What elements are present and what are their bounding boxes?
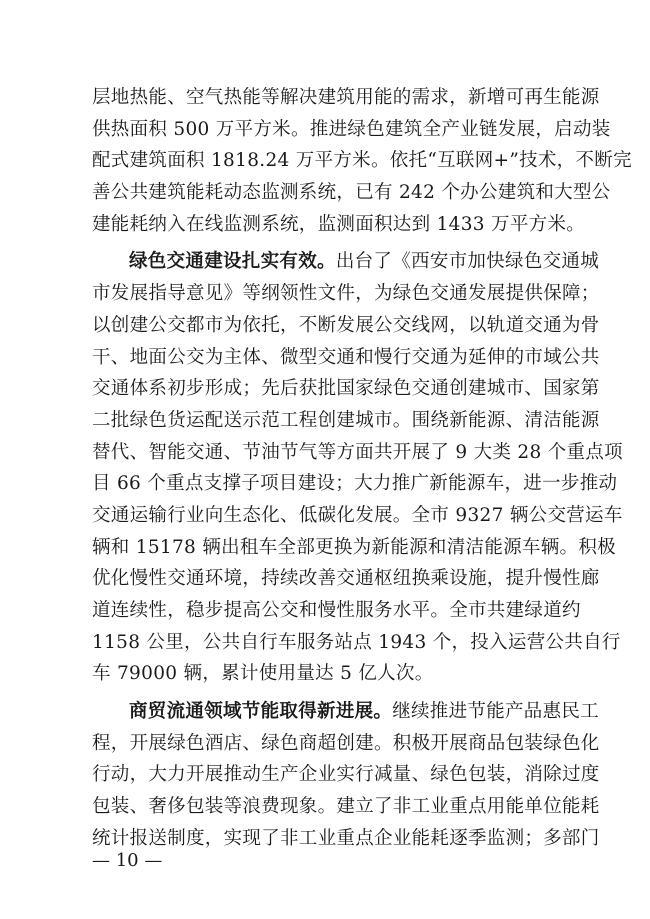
text-line: 道连续性，稳步提高公交和慢性服务水平。全市共建绿道约	[92, 600, 581, 621]
text-line: 交通运输行业向生态化、低碳化发展。全市 9327 辆公交营运车	[92, 504, 623, 526]
text-line: 层地热能、空气热能等解决建筑用能的需求，新增可再生能源	[92, 87, 600, 108]
text-line: 干、地面公交为主体、微型交通和慢行交通为延伸的市域公共	[92, 346, 600, 368]
text-line: 配式建筑面积 1818.24 万平方米。依托“互联网+”技术，不断完	[92, 150, 632, 172]
paragraph-green-transport	[92, 246, 623, 690]
section-heading-commerce: 商贸流通领域节能取得新进展。	[129, 701, 393, 723]
page-number: — 10 —	[92, 850, 163, 871]
text-line: 统计报送制度，实现了非工业重点企业能耗逐季监测；多部门	[92, 827, 600, 849]
text-line: 目 66 个重点支撑子项目建设；大力推广新能源车，进一步推动	[92, 473, 618, 495]
text-line: 善公共建筑能耗动态监测系统，已有 242 个办公建筑和大型公	[92, 182, 611, 204]
section-heading-green-transport: 绿色交通建设扎实有效。	[129, 251, 336, 273]
text-line	[92, 696, 600, 728]
text-run: 继续推进节能产品惠民工	[392, 701, 600, 723]
paragraph-building-energy	[92, 82, 632, 240]
text-line: 替代、智能交通、节油节气等方面共开展了 9 大类 28 个重点项	[92, 441, 623, 463]
text-line: 行动，大力开展推动生产企业实行减量、绿色包装，消除过度	[92, 764, 600, 786]
paragraph-commerce-energy	[92, 696, 600, 854]
text-line: 程，开展绿色酒店、绿色商超创建。积极开展商品包装绿色化	[92, 732, 600, 754]
text-line: 1158 公里，公共自行车服务站点 1943 个，投入运营公共自行	[92, 631, 621, 653]
text-line: 二批绿色货运配送示范工程创建城市。围绕新能源、清洁能源	[92, 409, 600, 431]
text-run: 出台了《西安市加快绿色交通城	[335, 251, 600, 273]
text-line: 建能耗纳入在线监测系统，监测面积达到 1433 万平方米。	[92, 213, 586, 235]
document-body	[92, 82, 632, 855]
text-line: 以创建公交都市为依托，不断发展公交线网，以轨道交通为骨	[92, 314, 600, 336]
text-line: 交通体系初步形成；先后获批国家绿色交通创建城市、国家第	[92, 378, 600, 400]
text-line: 辆和 15178 辆出租车全部更换为新能源和清洁能源车辆。积极	[92, 536, 616, 558]
text-line	[92, 246, 600, 278]
text-line: 优化慢性交通环境，持续改善交通枢纽换乘设施，提升慢性廊	[92, 568, 600, 590]
text-line: 车 79000 辆，累计使用量达 5 亿人次。	[92, 663, 434, 685]
text-line: 供热面积 500 万平方米。推进绿色建筑全产业链发展，启动装	[92, 118, 611, 140]
text-line: 包装、奢侈包装等浪费现象。建立了非工业重点用能单位能耗	[92, 796, 600, 818]
text-line: 市发展指导意见》等纲领性文件，为绿色交通发展提供保障；	[92, 283, 600, 305]
